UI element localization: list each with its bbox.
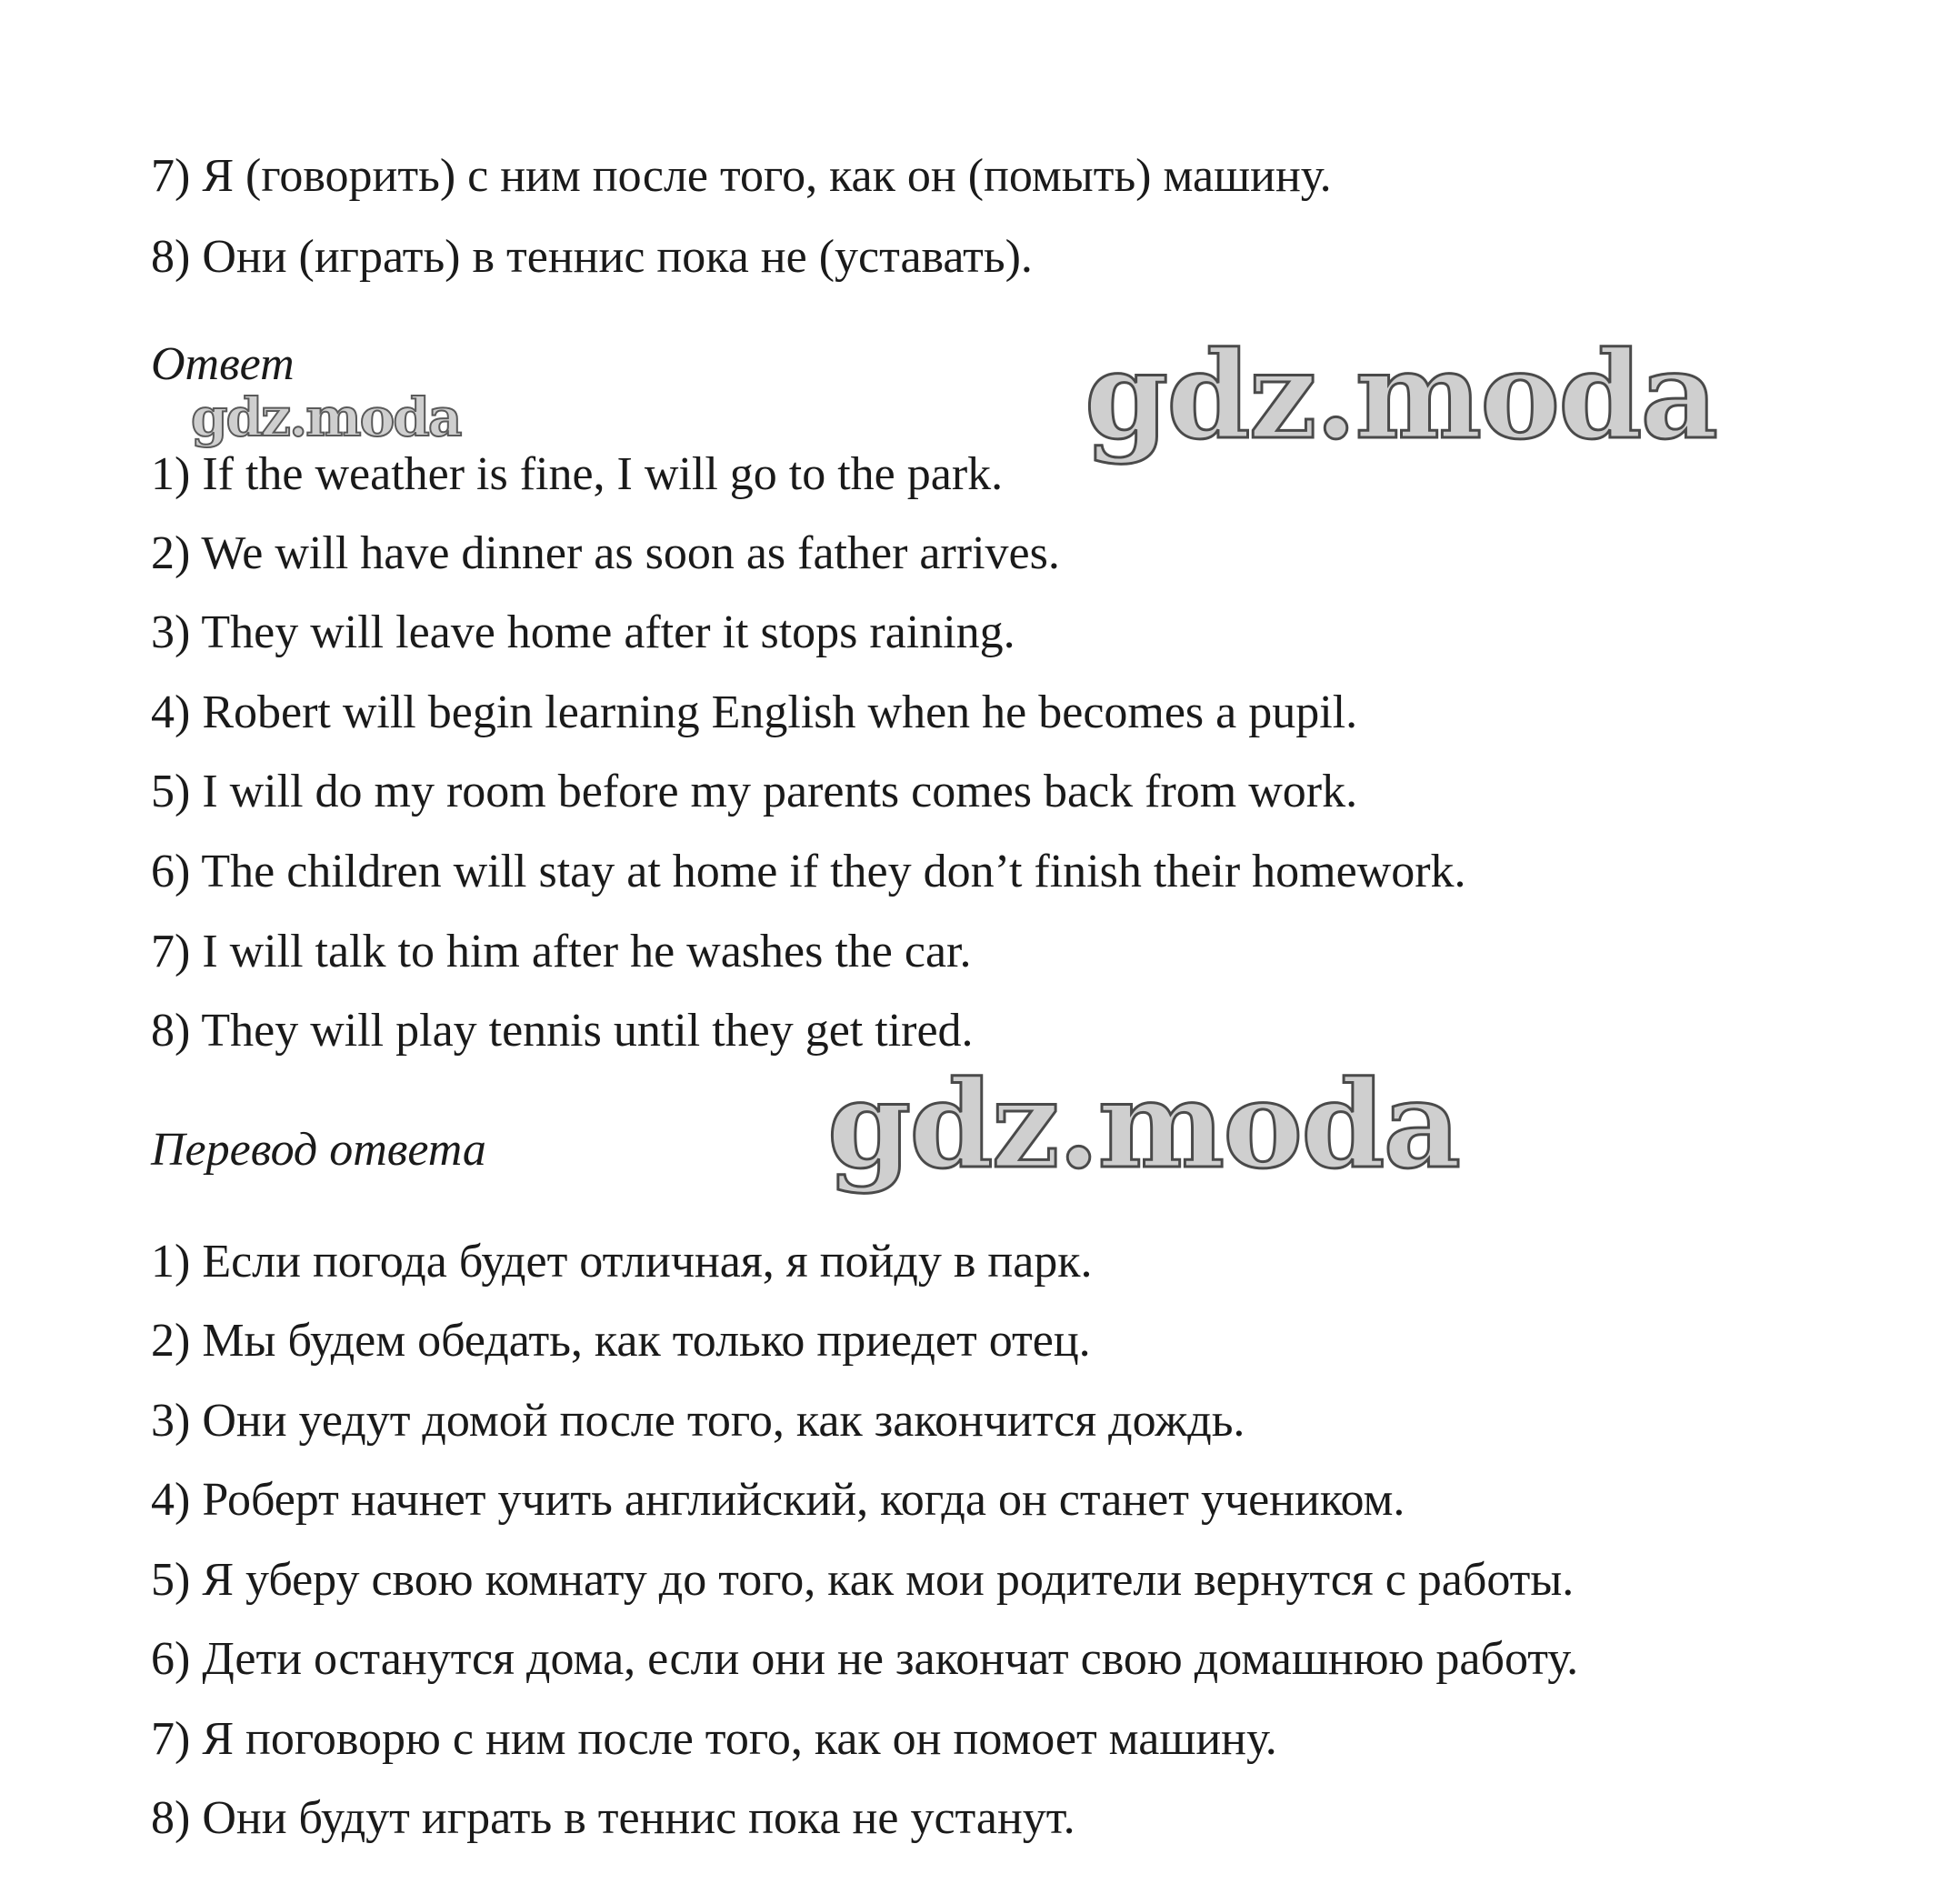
task-line-7: 7) Я (говорить) с ним после того, как он (помыть) машину. <box>151 150 1332 202</box>
translation-item-3: 3) Они уедут домой после того, как закончится дождь. <box>151 1395 1245 1447</box>
translation-item-7: 7) Я поговорю с ним после того, как он помоет машину. <box>151 1713 1277 1765</box>
task-line-8: 8) Они (играть) в теннис пока не (уставать). <box>151 231 1033 283</box>
watermark-large-top: gdz.moda <box>1085 326 1717 466</box>
watermark-small: gdz.moda <box>191 386 461 448</box>
translation-item-8: 8) Они будут играть в теннис пока не устанут. <box>151 1792 1075 1844</box>
answer-heading: Ответ <box>151 338 295 390</box>
answer-item-2: 2) We will have dinner as soon as father arrives. <box>151 527 1060 579</box>
translation-item-4: 4) Роберт начнет учить английский, когда он станет учеником. <box>151 1474 1405 1526</box>
answer-item-5: 5) I will do my room before my parents comes back from work. <box>151 766 1358 817</box>
translation-item-5: 5) Я уберу свою комнату до того, как мои родители вернутся с работы. <box>151 1554 1575 1606</box>
translation-heading: Перевод ответа <box>151 1124 486 1176</box>
answer-item-3: 3) They will leave home after it stops raining. <box>151 606 1015 658</box>
answer-item-6: 6) The children will stay at home if they don’t finish their homework. <box>151 846 1466 897</box>
answer-item-1: 1) If the weather is fine, I will go to the park. <box>151 448 1004 500</box>
translation-item-1: 1) Если погода будет отличная, я пойду в парк. <box>151 1236 1093 1288</box>
answer-item-8: 8) They will play tennis until they get tired. <box>151 1005 974 1057</box>
translation-item-2: 2) Мы будем обедать, как только приедет отец. <box>151 1315 1091 1367</box>
answer-item-7: 7) I will talk to him after he washes the car. <box>151 926 972 977</box>
translation-item-6: 6) Дети останутся дома, если они не закончат свою домашнюю работу. <box>151 1633 1579 1685</box>
watermark-large-middle: gdz.moda <box>827 1055 1460 1196</box>
answer-item-4: 4) Robert will begin learning English when he becomes a pupil. <box>151 686 1358 738</box>
